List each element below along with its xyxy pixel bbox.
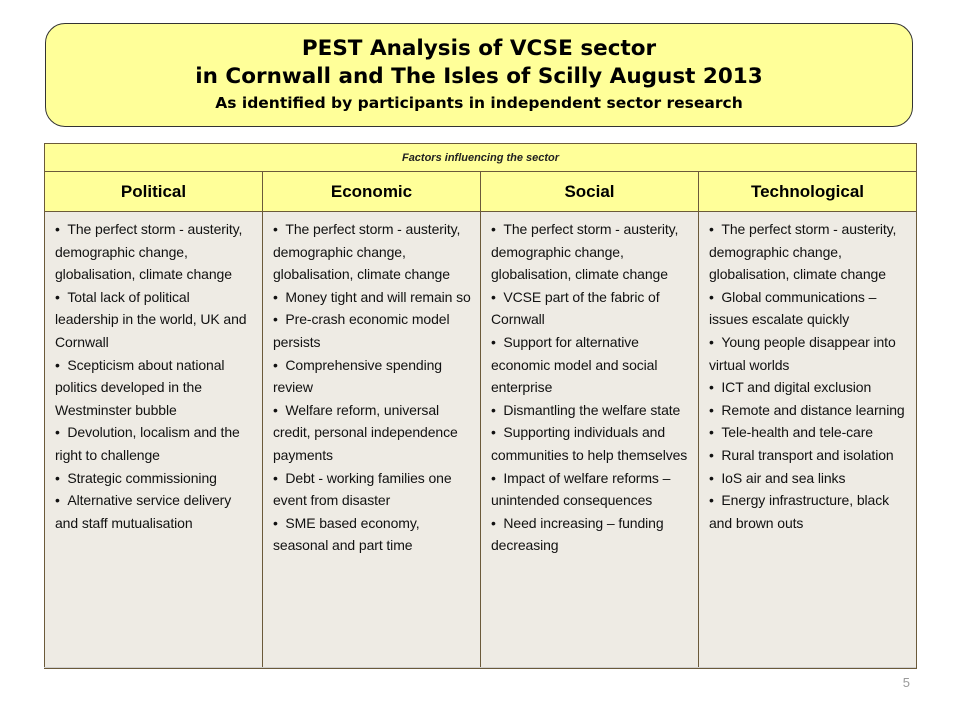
title-line-1: PEST Analysis of VCSE sector (301, 36, 657, 61)
economic-list (273, 218, 474, 557)
list-item: • Welfare reform, universal credit, personal independence payments (273, 399, 474, 467)
list-item: • The perfect storm - austerity, demographic change, globalisation, climate change (709, 218, 910, 286)
column-header-political: Political (45, 172, 263, 212)
title-banner (45, 23, 913, 127)
column-header-technological: Technological (699, 172, 917, 212)
column-header-social: Social (481, 172, 699, 212)
pest-table (44, 143, 917, 669)
technological-cell (699, 212, 917, 669)
list-item: • Dismantling the welfare state (491, 399, 692, 422)
page-number: 5 (902, 675, 910, 690)
list-item: • The perfect storm - austerity, demographic change, globalisation, climate change (55, 218, 256, 286)
social-list (491, 218, 692, 557)
column-header-row (45, 172, 917, 212)
list-item: • Total lack of political leadership in the world, UK and Cornwall (55, 286, 256, 354)
content-row (45, 212, 917, 669)
list-item: • Energy infrastructure, black and brown outs (709, 489, 910, 534)
factors-header: Factors influencing the sector (45, 144, 917, 172)
list-item: • IoS air and sea links (709, 467, 910, 490)
list-item: • Devolution, localism and the right to challenge (55, 421, 256, 466)
title-subtitle: As identified by participants in independent sector research (215, 94, 743, 112)
social-cell (481, 212, 699, 669)
list-item: • Global communications – issues escalate quickly (709, 286, 910, 331)
list-item: • Impact of welfare reforms – unintended consequences (491, 467, 692, 512)
list-item: • ICT and digital exclusion (709, 376, 910, 399)
political-cell (45, 212, 263, 669)
list-item: • Debt - working families one event from disaster (273, 467, 474, 512)
list-item: • Rural transport and isolation (709, 444, 910, 467)
political-list (55, 218, 256, 534)
list-item: • Remote and distance learning (709, 399, 910, 422)
technological-list (709, 218, 910, 534)
list-item: • The perfect storm - austerity, demographic change, globalisation, climate change (273, 218, 474, 286)
list-item: • The perfect storm - austerity, demographic change, globalisation, climate change (491, 218, 692, 286)
list-item: • VCSE part of the fabric of Cornwall (491, 286, 692, 331)
list-item: • Strategic commissioning (55, 467, 256, 490)
factors-header-row (45, 144, 917, 172)
list-item: • Money tight and will remain so (273, 286, 474, 309)
column-header-economic: Economic (263, 172, 481, 212)
list-item: • Tele-health and tele-care (709, 421, 910, 444)
list-item: • Need increasing – funding decreasing (491, 512, 692, 557)
list-item: • SME based economy, seasonal and part time (273, 512, 474, 557)
list-item: • Alternative service delivery and staff mutualisation (55, 489, 256, 534)
list-item: • Scepticism about national politics developed in the Westminster bubble (55, 354, 256, 422)
list-item: • Pre-crash economic model persists (273, 308, 474, 353)
economic-cell (263, 212, 481, 669)
title-line-2: in Cornwall and The Isles of Scilly August 2013 (195, 64, 763, 89)
footer-divider (44, 667, 916, 668)
list-item: • Young people disappear into virtual worlds (709, 331, 910, 376)
list-item: • Supporting individuals and communities to help themselves (491, 421, 692, 466)
list-item: • Support for alternative economic model and social enterprise (491, 331, 692, 399)
list-item: • Comprehensive spending review (273, 354, 474, 399)
